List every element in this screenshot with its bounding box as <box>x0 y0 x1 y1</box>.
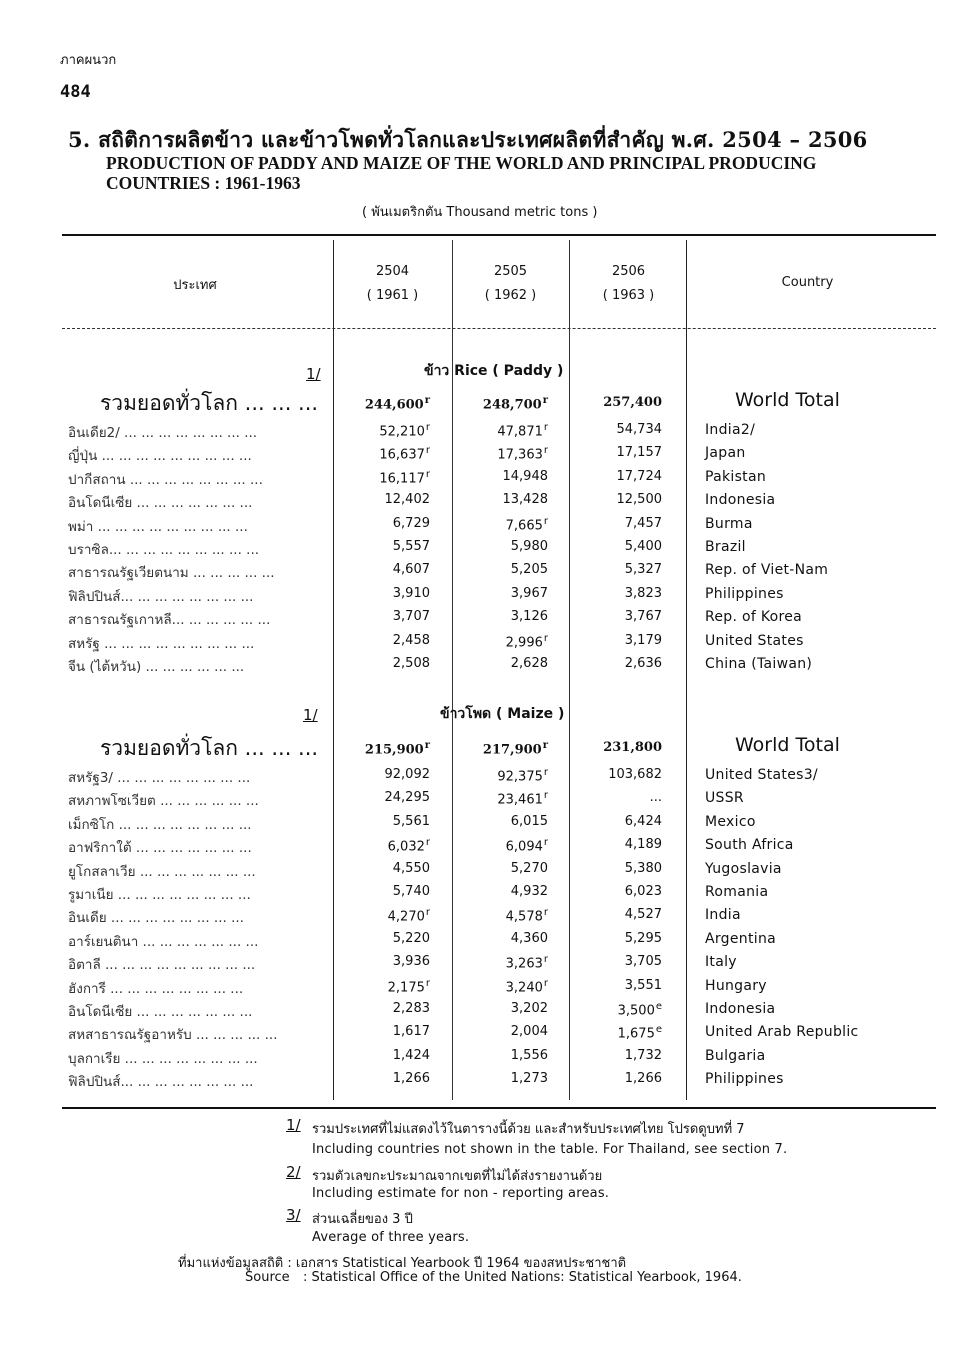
maize-row-10-country-en: Hungary <box>705 977 767 994</box>
rice-row-4-country-en: Indonesia <box>705 492 776 509</box>
note-2-thai: รวมตัวเลขกะประมาณจากเขตที่ไม่ได้ส่งรายงานด้วย <box>312 1169 603 1184</box>
maize-row-12-flag-3: e <box>655 1024 662 1036</box>
maize-row-13-country-en: Bulgaria <box>705 1047 766 1064</box>
maize-row-10-flag-1: r <box>425 977 430 989</box>
maize-row-13-value-3: 1,732 <box>624 1047 662 1063</box>
rice-row-5-value-1: 6,729 <box>392 515 430 531</box>
rice-row-9-value-2: 3,126 <box>510 609 548 625</box>
maize-row-14-value-1: 1,266 <box>392 1071 430 1087</box>
units-label: ( พันเมตริกตัน Thousand metric tons ) <box>362 205 598 220</box>
rice-row-4-value-1: 12,402 <box>384 492 430 508</box>
maize-row-11-country-en: Indonesia <box>705 1001 776 1017</box>
maize-row-11-flag-3: e <box>655 1001 662 1012</box>
rice-row-9-value-1: 3,707 <box>392 609 430 625</box>
maize-row-9-value-1: 3,936 <box>392 954 430 970</box>
table-bottom-rule <box>62 1107 936 1109</box>
rice-row-8-country-en: Philippines <box>705 585 784 602</box>
maize-section-title: ข้าวโพด ( Maize ) <box>440 706 565 722</box>
maize-row-10-value-3: 3,551 <box>624 977 662 993</box>
maize-total-label-th: รวมยอดทั่วโลก ... ... ... <box>100 736 319 760</box>
note-3-thai: ส่วนเฉลี่ยของ 3 ปี <box>312 1212 413 1227</box>
col-divider-4 <box>686 240 687 1100</box>
rice-row-2-country-th: ญี่ปุ่น ... ... ... ... ... ... ... ... ... <box>68 448 252 465</box>
maize-row-13-country-th: บุลกาเรีย ... ... ... ... ... ... ... ... <box>68 1050 258 1067</box>
rice-row-10-value-3: 3,179 <box>624 632 662 648</box>
page-number: 484 <box>60 82 91 102</box>
column-header-year-1-be: 2504 <box>375 264 410 279</box>
source-label: Source <box>245 1270 290 1285</box>
rice-row-7-country-th: สาธารณรัฐเวียตนาม ... ... ... ... ... <box>68 565 275 582</box>
maize-row-10-flag-2: r <box>543 977 548 989</box>
rice-row-2-flag-1: r <box>425 445 430 457</box>
rice-row-8-country-th: ฟิลิปปินส์... ... ... ... ... ... ... ... <box>68 588 254 605</box>
rice-total-flag-1: r <box>424 395 430 406</box>
rice-row-7-value-3: 5,327 <box>624 562 662 578</box>
maize-row-13-value-2: 1,556 <box>510 1047 548 1063</box>
maize-row-3-country-en: Mexico <box>705 813 756 830</box>
rice-row-11-value-2: 2,628 <box>510 656 548 671</box>
maize-row-5-country-th: ยูโกสลาเวีย ... ... ... ... ... ... ... <box>68 863 256 880</box>
rice-row-7-country-en: Rep. of Viet-Nam <box>705 562 829 579</box>
maize-row-14-country-th: ฟิลิปปินส์... ... ... ... ... ... ... ... <box>68 1074 254 1091</box>
rice-row-4-value-2: 13,428 <box>502 492 548 508</box>
source-text: : Statistical Office of the United Nations: Statistical Yearbook, 1964. <box>303 1270 742 1285</box>
maize-row-3-value-2: 6,015 <box>510 813 548 829</box>
section-label: ภาคผนวก <box>60 53 117 68</box>
rice-row-4-value-3: 12,500 <box>616 492 662 508</box>
rice-row-1-value-3: 54,734 <box>616 422 662 437</box>
rice-row-6-value-1: 5,557 <box>392 539 430 554</box>
rice-row-1-value-1: 52,210$^r$ <box>379 422 430 440</box>
rice-row-6-country-th: บราซิล... ... ... ... ... ... ... ... ... <box>68 542 260 558</box>
note-3-mark: 3/ <box>286 1206 301 1224</box>
rice-note-mark: 1/ <box>306 365 321 383</box>
maize-row-8-country-th: อาร์เยนตินา ... ... ... ... ... ... ... <box>68 933 259 950</box>
maize-row-12-country-th: สหสาธารณรัฐอาหรับ ... ... ... ... ... <box>68 1027 278 1044</box>
column-header-country-en: Country <box>781 275 834 290</box>
rice-row-3-flag-1: r <box>425 468 430 480</box>
maize-row-1-value-3: 103,682 <box>608 767 662 782</box>
table-header-rule <box>62 328 936 329</box>
maize-total-value-2: 217,900$^r$ <box>482 740 548 758</box>
rice-row-11-country-th: จีน (ไต้หวัน) ... ... ... ... ... ... <box>68 659 245 675</box>
rice-row-1-flag-1: r <box>425 422 430 433</box>
rice-row-10-flag-2: r <box>543 632 548 644</box>
rice-row-9-value-3: 3,767 <box>624 609 662 625</box>
maize-row-12-value-2: 2,004 <box>510 1024 548 1040</box>
maize-total-flag-2: r <box>542 740 548 751</box>
maize-row-9-flag-2: r <box>543 954 548 966</box>
maize-row-9-country-th: อิตาลี ... ... ... ... ... ... ... ... ... <box>68 957 256 974</box>
rice-total-label-th: รวมยอดทั่วโลก ... ... ... <box>100 391 319 415</box>
rice-row-10-country-en: United States <box>705 632 804 649</box>
maize-row-5-value-3: 5,380 <box>624 860 662 876</box>
maize-row-13-value-1: 1,424 <box>392 1047 430 1063</box>
rice-row-1-country-en: India2/ <box>705 422 756 438</box>
rice-total-value-2: 248,700$^r$ <box>482 395 548 413</box>
rice-row-1-country-th: อินเดีย2/ ... ... ... ... ... ... ... ... <box>68 425 258 441</box>
maize-row-3-country-th: เม็กซิโก ... ... ... ... ... ... ... ... <box>68 816 252 833</box>
rice-row-11-value-3: 2,636 <box>624 656 662 671</box>
rice-row-7-value-1: 4,607 <box>392 562 430 578</box>
maize-row-8-country-en: Argentina <box>705 930 776 947</box>
maize-row-4-value-1: 6,032$^r$ <box>387 837 430 855</box>
title-thai: 5. สถิติการผลิตข้าว และข้าวโพดทั่วโลกและประเทศผลิตที่สำคัญ พ.ศ. 2504 – 2506 <box>68 127 868 152</box>
maize-row-2-country-en: USSR <box>705 790 744 807</box>
maize-row-4-country-th: อาฟริกาใต้ ... ... ... ... ... ... ... <box>68 840 252 857</box>
rice-total-value-1: 244,600$^r$ <box>364 395 430 413</box>
maize-row-4-value-3: 4,189 <box>624 837 662 853</box>
maize-row-6-value-1: 5,740 <box>392 884 430 899</box>
maize-row-6-country-th: รูมาเนีย ... ... ... ... ... ... ... ... <box>68 887 251 903</box>
maize-row-9-country-en: Italy <box>705 954 737 971</box>
rice-row-8-value-2: 3,967 <box>510 585 548 601</box>
maize-row-7-value-3: 4,527 <box>624 907 662 923</box>
rice-row-11-value-1: 2,508 <box>392 656 430 671</box>
column-header-year-2-ce: ( 1962 ) <box>484 288 537 303</box>
maize-row-4-flag-1: r <box>425 837 430 849</box>
rice-total-label-en: World Total <box>735 389 840 411</box>
title-english-line1: PRODUCTION OF PADDY AND MAIZE OF THE WORLD AND PRINCIPAL PRODUCING <box>106 153 817 173</box>
maize-total-value-3: 231,800 <box>603 740 662 755</box>
rice-total-flag-2: r <box>542 395 548 406</box>
rice-row-2-value-3: 17,157 <box>616 445 662 461</box>
column-header-year-2-be: 2505 <box>493 264 528 279</box>
maize-total-flag-1: r <box>424 740 430 751</box>
rice-row-10-country-th: สหรัฐ ... ... ... ... ... ... ... ... ... <box>68 635 255 652</box>
rice-row-3-value-3: 17,724 <box>616 468 662 484</box>
maize-row-5-country-en: Yugoslavia <box>705 860 782 877</box>
source-thai: ที่มาแห่งข้อมูลสถิติ : เอกสาร Statistical Yearbook ปี 1964 ของสหประชาชาติ <box>178 1256 627 1271</box>
rice-row-3-value-2: 14,948 <box>502 468 548 484</box>
maize-row-12-country-en: United Arab Republic <box>705 1024 859 1041</box>
maize-row-1-flag-2: r <box>543 767 548 778</box>
column-header-year-1-ce: ( 1961 ) <box>366 288 419 303</box>
rice-row-7-value-2: 5,205 <box>510 562 548 578</box>
rice-row-2-value-1: 16,637$^r$ <box>379 445 430 463</box>
maize-row-10-value-1: 2,175$^r$ <box>387 977 430 995</box>
maize-row-1-value-1: 92,092 <box>384 767 430 782</box>
maize-row-12-value-1: 1,617 <box>392 1024 430 1040</box>
rice-row-2-flag-2: r <box>543 445 548 457</box>
maize-row-10-value-2: 3,240$^r$ <box>505 977 548 995</box>
maize-row-11-country-th: อินโดนีเซีย ... ... ... ... ... ... ... <box>68 1004 253 1020</box>
maize-row-7-value-1: 4,270$^r$ <box>387 907 430 925</box>
rice-row-3-value-1: 16,117$^r$ <box>379 468 430 487</box>
title-english-line2: COUNTRIES : 1961-1963 <box>106 173 301 193</box>
rice-row-6-country-en: Brazil <box>705 539 746 555</box>
rice-row-5-country-en: Burma <box>705 515 753 532</box>
maize-row-9-value-3: 3,705 <box>624 954 662 970</box>
column-header-year-3-be: 2506 <box>611 264 646 279</box>
rice-row-10-value-1: 2,458 <box>392 632 430 648</box>
maize-row-8-value-2: 4,360 <box>510 930 548 946</box>
rice-row-2-country-en: Japan <box>705 445 746 462</box>
maize-row-2-country-th: สหภาพโซเวียต ... ... ... ... ... ... <box>68 793 259 810</box>
rice-row-8-value-1: 3,910 <box>392 585 430 601</box>
maize-row-3-value-3: 6,424 <box>624 813 662 829</box>
rice-row-8-value-3: 3,823 <box>624 585 662 601</box>
maize-row-1-value-2: 92,375$^r$ <box>497 767 548 785</box>
rice-row-2-value-2: 17,363$^r$ <box>497 445 548 463</box>
note-1-thai: รวมประเทศที่ไม่แสดงไว้ในตารางนี้ด้วย และสำหรับประเทศไทย โปรดดูบทที่ 7 <box>312 1122 745 1137</box>
rice-row-1-flag-2: r <box>543 422 548 433</box>
maize-row-12-value-3: 1,675e <box>617 1024 662 1042</box>
maize-row-7-country-en: India <box>705 907 741 924</box>
maize-row-10-country-th: ฮังการี ... ... ... ... ... ... ... ... <box>68 980 244 997</box>
maize-row-5-value-1: 4,550 <box>392 860 430 876</box>
maize-row-2-value-1: 24,295 <box>384 790 430 806</box>
maize-row-3-value-1: 5,561 <box>392 813 430 829</box>
maize-row-4-flag-2: r <box>543 837 548 849</box>
maize-row-14-value-3: 1,266 <box>624 1071 662 1087</box>
maize-row-11-value-3: 3,500e <box>617 1001 662 1019</box>
maize-row-2-value-3: ... <box>649 790 662 806</box>
maize-row-1-country-th: สหรัฐ3/ ... ... ... ... ... ... ... ... <box>68 770 251 786</box>
maize-row-2-value-2: 23,461$^r$ <box>497 790 548 808</box>
maize-row-11-value-1: 2,283 <box>392 1001 430 1016</box>
maize-row-7-country-th: อินเดีย ... ... ... ... ... ... ... ... <box>68 910 244 927</box>
maize-row-7-flag-1: r <box>425 907 430 919</box>
rice-total-value-3: 257,400 <box>603 395 662 410</box>
maize-note-mark: 1/ <box>303 706 318 724</box>
maize-row-14-country-en: Philippines <box>705 1071 784 1088</box>
note-2-mark: 2/ <box>286 1163 301 1181</box>
rice-row-3-country-en: Pakistan <box>705 468 767 485</box>
maize-row-7-value-2: 4,578$^r$ <box>505 907 548 925</box>
note-3-english: Average of three years. <box>312 1230 470 1245</box>
note-2-english: Including estimate for non - reporting areas. <box>312 1186 610 1201</box>
maize-row-1-country-en: United States3/ <box>705 767 818 783</box>
rice-row-4-country-th: อินโดนีเซีย ... ... ... ... ... ... ... <box>68 495 253 512</box>
maize-row-6-value-2: 4,932 <box>510 884 548 899</box>
rice-section-title: ข้าว Rice ( Paddy ) <box>424 363 564 379</box>
rice-row-10-value-2: 2,996$^r$ <box>505 632 548 650</box>
rice-row-5-value-3: 7,457 <box>624 515 662 531</box>
column-header-year-3-ce: ( 1963 ) <box>602 288 655 303</box>
maize-total-label-en: World Total <box>735 734 840 756</box>
rice-row-9-country-en: Rep. of Korea <box>705 609 803 626</box>
rice-row-1-value-2: 47,871$^r$ <box>497 422 548 440</box>
rice-row-11-country-en: China (Taiwan) <box>705 656 813 672</box>
rice-row-6-value-3: 5,400 <box>624 539 662 554</box>
maize-row-7-flag-2: r <box>543 907 548 919</box>
maize-row-5-value-2: 5,270 <box>510 860 548 876</box>
maize-row-8-value-3: 5,295 <box>624 930 662 946</box>
maize-row-9-value-2: 3,263$^r$ <box>505 954 548 972</box>
note-1-mark: 1/ <box>286 1116 301 1134</box>
rice-row-5-flag-2: r <box>543 515 548 527</box>
maize-row-6-country-en: Romania <box>705 884 769 900</box>
rice-row-5-country-th: พม่า ... ... ... ... ... ... ... ... ... <box>68 518 248 535</box>
maize-row-8-value-1: 5,220 <box>392 930 430 946</box>
maize-total-value-1: 215,900$^r$ <box>364 740 430 758</box>
rice-row-3-country-th: ปากีสถาน ... ... ... ... ... ... ... ... <box>68 471 263 488</box>
maize-row-14-value-2: 1,273 <box>510 1071 548 1087</box>
maize-row-6-value-3: 6,023 <box>624 884 662 899</box>
maize-row-4-value-2: 6,094$^r$ <box>505 837 548 855</box>
table-top-rule <box>62 234 936 236</box>
maize-row-11-value-2: 3,202 <box>510 1001 548 1016</box>
rice-row-6-value-2: 5,980 <box>510 539 548 554</box>
note-1-english: Including countries not shown in the table. For Thailand, see section 7. <box>312 1142 788 1157</box>
rice-row-5-value-2: 7,665$^r$ <box>505 515 548 533</box>
maize-row-2-flag-2: r <box>543 790 548 802</box>
maize-row-4-country-en: South Africa <box>705 837 794 854</box>
rice-row-9-country-th: สาธารณรัฐเกาหลี... ... ... ... ... ... <box>68 612 271 629</box>
column-header-country-th: ประเทศ <box>173 278 217 293</box>
